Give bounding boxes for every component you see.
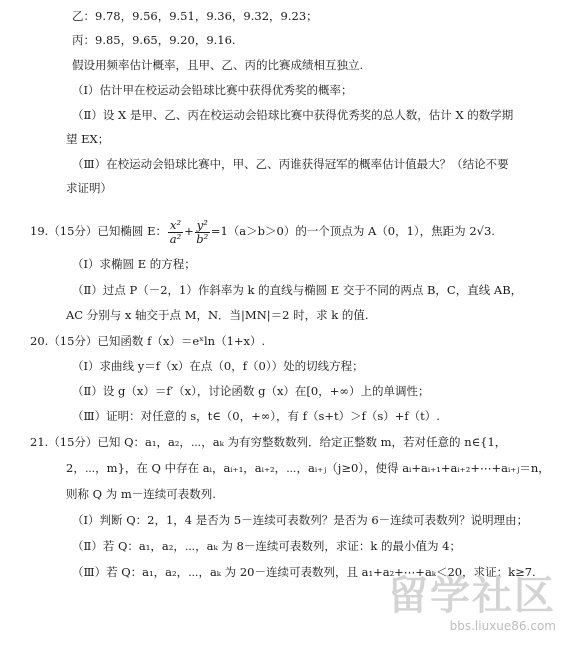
frac-denominator: b²	[196, 231, 209, 246]
q20-part-2: （Ⅱ）设 g（x）＝f′（x），讨论函数 g（x）在[0，+∞）上的单调性；	[72, 384, 430, 398]
text-line: 假设用频率估计概率，且甲、乙、丙的比赛成绩相互独立.	[72, 58, 364, 72]
q21-part-3: （Ⅲ）若 Q：a₁，a₂，⋯，aₖ 为 20－连续可表数列，且 a₁+a₂+⋯+aₖ＜20，求证：k≥7.	[72, 565, 536, 579]
text-line: 望 EX；	[66, 132, 110, 146]
frac-numerator: y²	[196, 217, 208, 232]
fraction-y-over-b	[195, 219, 210, 246]
question-21-stem: 21.（15分）已知 Q：a₁，a₂，⋯，aₖ 为有穷整数数列．给定正整数 m，若对任意的 n∈{1，	[30, 435, 507, 449]
text-line: 乙：9.78，9.56，9.51，9.36，9.32，9.23；	[72, 9, 318, 23]
fraction-x-over-a	[168, 219, 183, 246]
text-line: （Ⅲ）在校运动会铅球比赛中，甲、乙、丙谁获得冠军的概率估计值最大？（结论不要	[72, 157, 509, 171]
watermark-logo	[381, 573, 556, 635]
q20-part-3: （Ⅲ）证明：对任意的 s，t∈（0，+∞），有 f（s+t）＞f（s）+f（t）.	[72, 409, 440, 423]
frac-denominator: a²	[169, 231, 182, 246]
text-line: （Ⅰ）估计甲在校运动会铅球比赛中获得优秀奖的概率；	[72, 83, 353, 97]
text-line: 求证明）	[66, 181, 112, 195]
text-line: 丙：9.85，9.65，9.20，9.16.	[72, 33, 236, 47]
q21-stem-cont: 2，⋯，m}，在 Q 中存在 aᵢ，aᵢ₊₁，aᵢ₊₂，⋯，aᵢ₊ⱼ（j≥0），使得 aᵢ+aᵢ₊₁+aᵢ₊₂+⋯+aᵢ₊ⱼ＝n，	[66, 461, 550, 475]
watermark-text: 留学社区	[388, 573, 556, 619]
q21-part-2: （Ⅱ）若 Q：a₁，a₂，⋯，aₖ 为 8－连续可表数列，求证：k 的最小值为 4；	[72, 539, 461, 553]
text-line: （Ⅱ）设 X 是甲、乙、丙在校运动会铅球比赛中获得优秀奖的总人数，估计 X 的数学期	[72, 108, 514, 122]
question-19-stem	[30, 216, 495, 246]
plus-sign: +	[184, 224, 194, 238]
q19-part-2-cont: AC 分别与 x 轴交于点 M，N．当|MN|＝2 时，求 k 的值.	[66, 308, 369, 322]
watermark-url: bbs.liuxue86.com	[449, 619, 556, 633]
q19-part-2: （Ⅱ）过点 P（－2，1）作斜率为 k 的直线与椭圆 E 交于不同的两点 B，C，直线 AB，	[72, 283, 523, 297]
q19-part-1: （Ⅰ）求椭圆 E 的方程；	[72, 257, 196, 271]
q20-part-1: （Ⅰ）求曲线 y＝f（x）在点（0，f（0））处的切线方程；	[72, 359, 364, 373]
q19-prefix: 19.（15分）已知椭圆 E：	[30, 224, 167, 238]
q21-part-1: （Ⅰ）判断 Q：2，1，4 是否为 5－连续可表数列？是否为 6－连续可表数列？说明理由；	[72, 513, 529, 527]
q21-stem-cont: 则称 Q 为 m－连续可表数列.	[66, 487, 216, 501]
question-20-stem: 20.（15分）已知函数 f（x）＝eˣln（1+x）.	[30, 334, 266, 348]
q19-suffix: =1（a＞b＞0）的一个顶点为 A（0，1），焦距为 2√3.	[210, 224, 495, 238]
frac-numerator: x²	[169, 217, 182, 232]
